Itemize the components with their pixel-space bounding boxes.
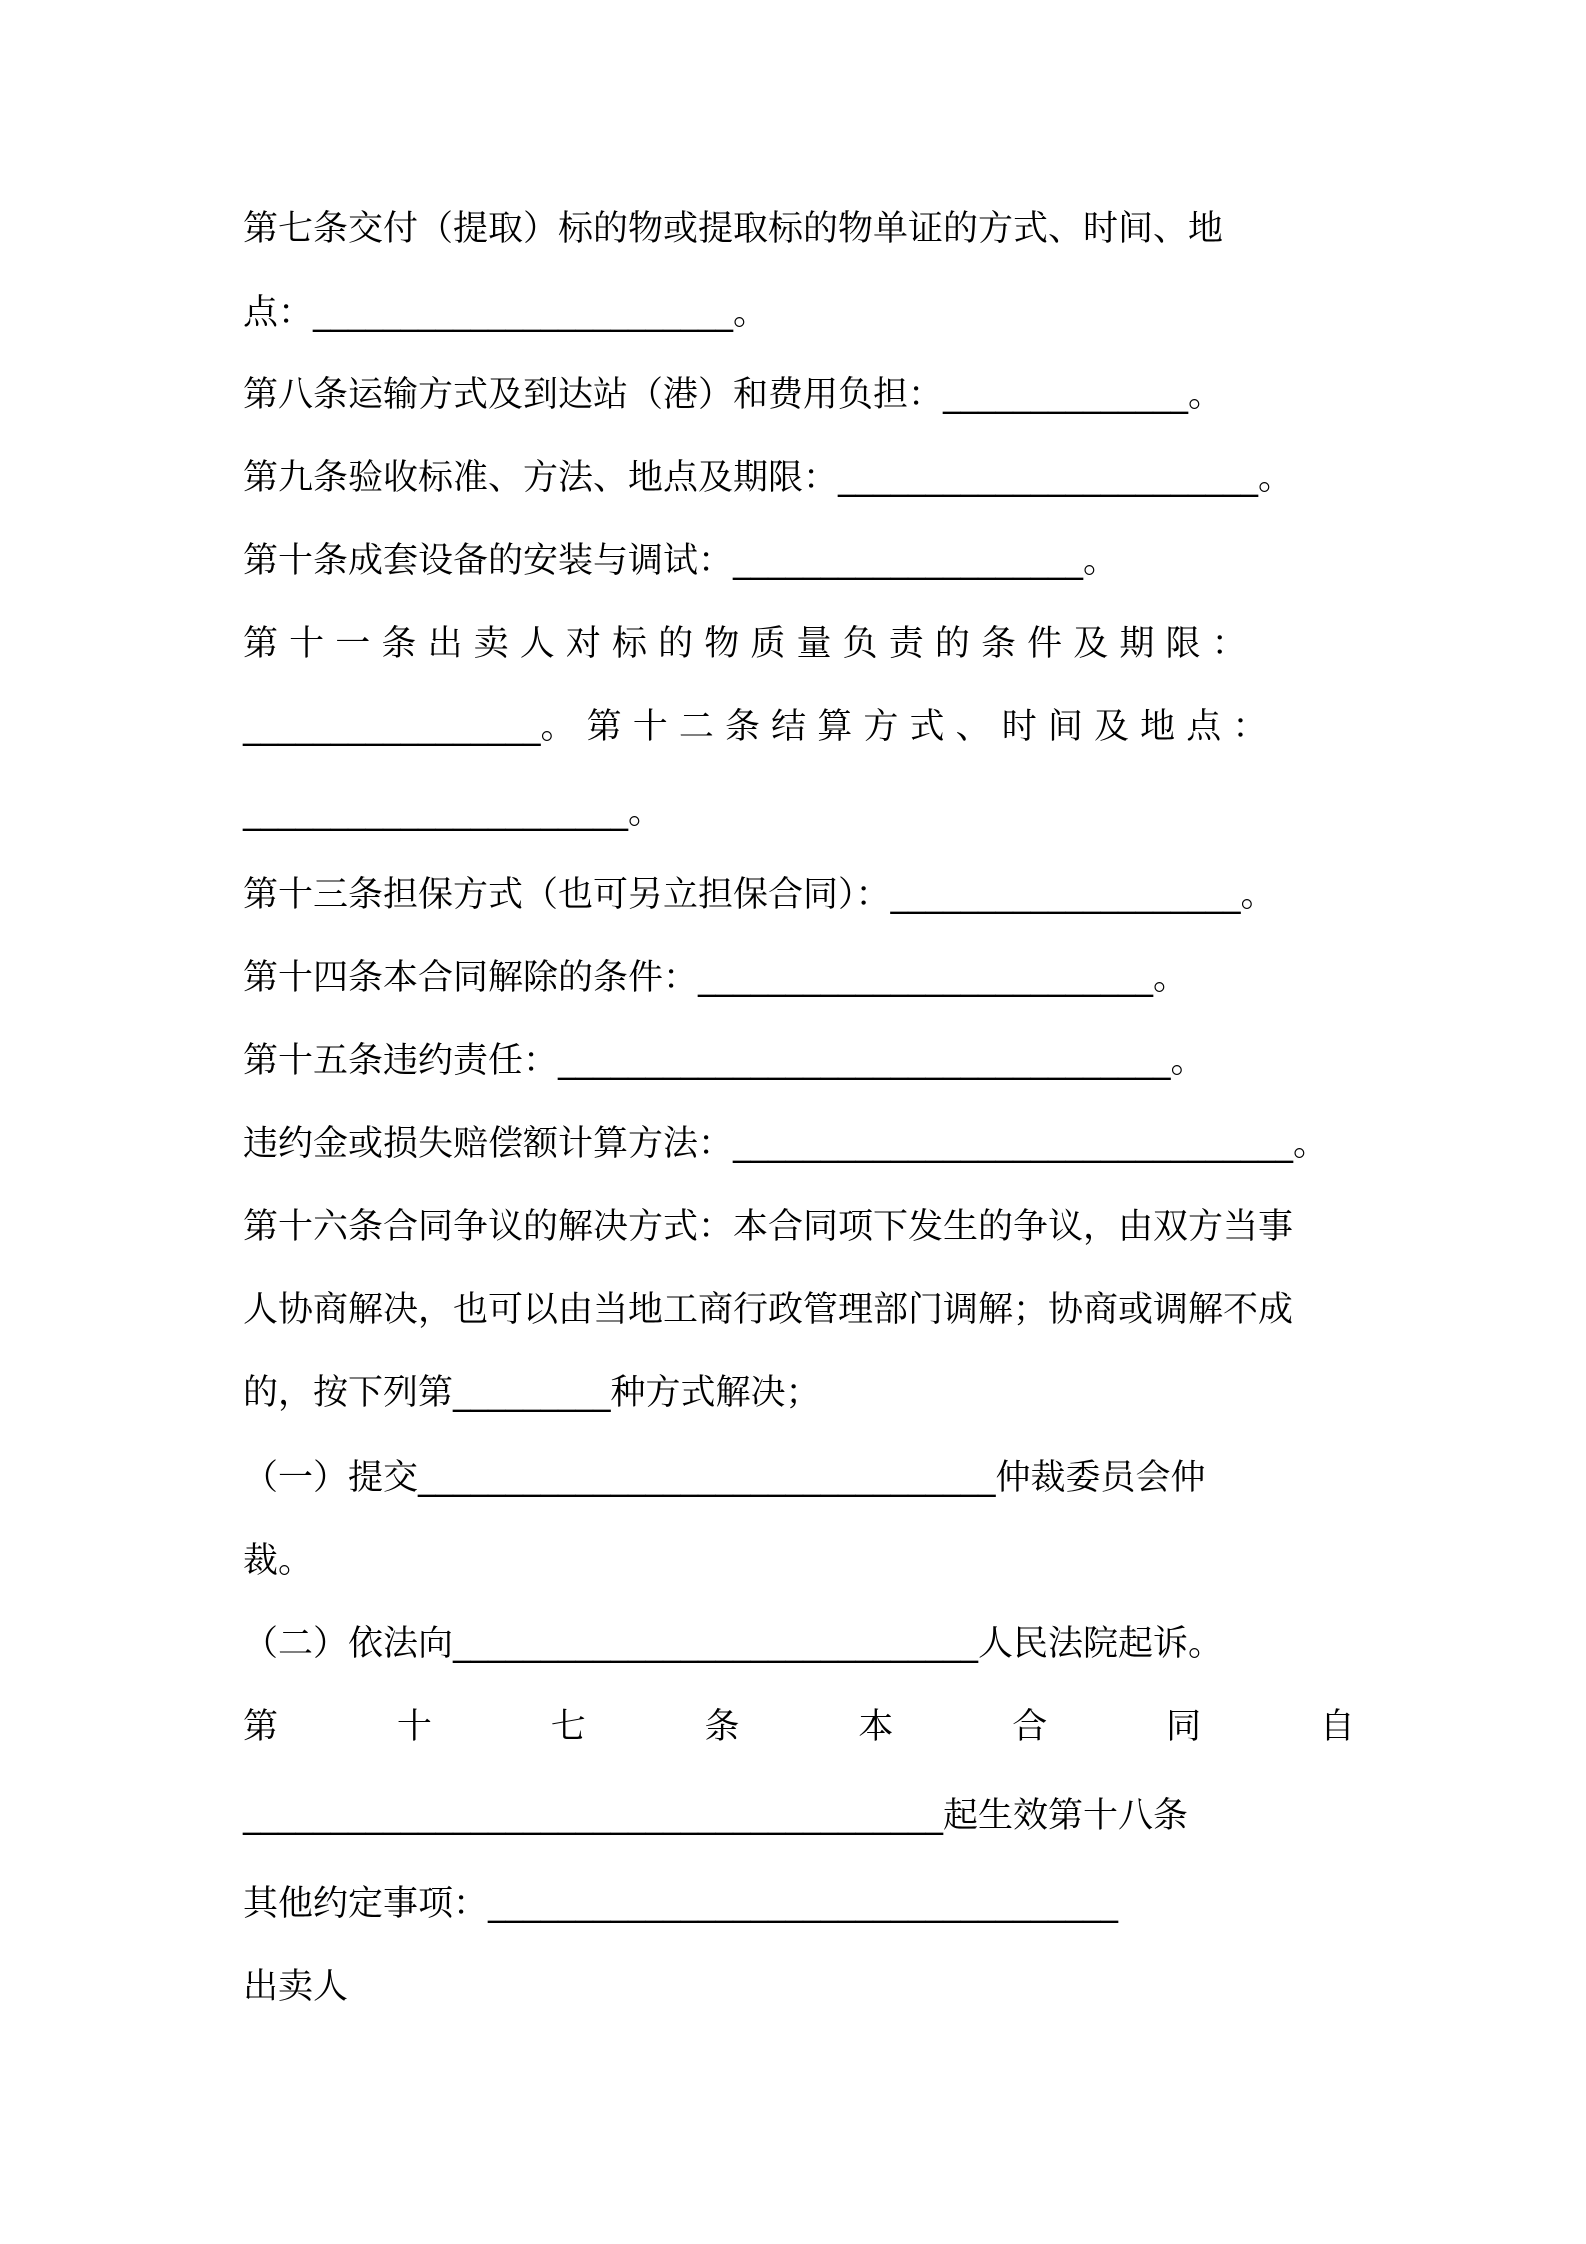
clause-12-line-2: ______________________。 [243,792,664,832]
clause-16-line-2: 人协商解决，也可以由当地工商行政管理部门调解；协商或调解不成 [243,1290,1294,1330]
clause-17-char: 同 [1166,1707,1202,1747]
clause-7-line-1: 第七条交付（提取）标的物或提取标的物单证的方式、时间、地 [243,209,1224,249]
clause-17-char: 七 [550,1707,586,1747]
clause-17-char: 自 [1319,1707,1355,1747]
seller-label: 出卖人 [243,1967,349,2007]
clause-17-char: 条 [704,1707,740,1747]
clause-11-12-line: _________________。 第 十 二 条 结 算 方 式 、 时 间 及 地 点 ： [243,707,1268,747]
clause-17-char: 合 [1012,1707,1048,1747]
clause-14: 第十四条本合同解除的条件：__________________________。 [243,958,1189,998]
clause-7-line-2: 点：________________________。 [243,293,769,333]
clause-17-18-line: ________________________________________起生效第十八条 [243,1796,1189,1836]
clause-15: 第十五条违约责任：___________________________________。 [243,1041,1206,1081]
clause-8: 第八条运输方式及到达站（港）和费用负担：______________。 [243,375,1224,415]
clause-16-line-3: 的，按下列第_________种方式解决； [243,1373,821,1413]
clause-16-option-2: （二）依法向______________________________人民法院起诉。 [243,1624,1224,1664]
clause-13: 第十三条担保方式（也可另立担保合同）：____________________。 [243,875,1276,915]
clause-16-option-1: （一）提交_________________________________仲裁委员会仲 [243,1458,1206,1498]
clause-18: 其他约定事项：____________________________________ [243,1884,1119,1924]
clause-15-penalty: 违约金或损失赔偿额计算方法：________________________________。 [243,1124,1329,1164]
clause-16-option-1-cont: 裁。 [243,1541,314,1581]
clause-17-char: 本 [858,1707,894,1747]
clause-16-line-1: 第十六条合同争议的解决方式：本合同项下发生的争议，由双方当事 [243,1207,1294,1247]
clause-17-char: 第 [243,1707,279,1747]
clause-11-line-1: 第 十 一 条 出 卖 人 对 标 的 物 质 量 负 责 的 条 件 及 期 限 ： [243,624,1247,664]
clause-17-char: 十 [396,1707,432,1747]
clause-9: 第九条验收标准、方法、地点及期限：________________________。 [243,458,1294,498]
clause-10: 第十条成套设备的安装与调试：____________________。 [243,541,1119,581]
clause-17-line-1 [243,1705,1355,1749]
